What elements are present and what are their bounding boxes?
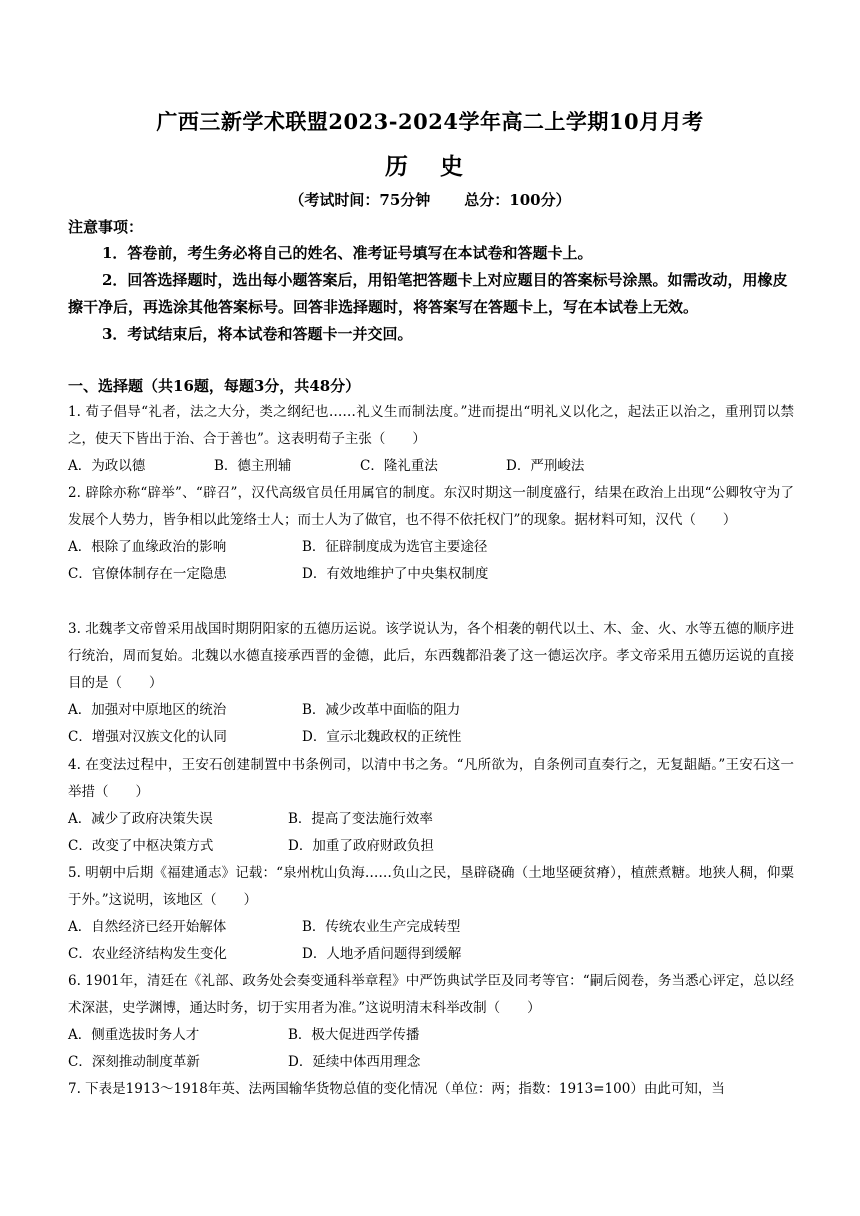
question-stem: 7. 下表是1913～1918年英、法两国输华货物总值的变化情况（单位：两；指数：1913=100）由此可知，当 (68, 1081, 725, 1097)
exam-subject: 历 史 (384, 153, 475, 180)
section-heading: 一、选择题（共16题，每题3分，共48分） (68, 377, 361, 395)
option-d[interactable]: D．宣示北魏政权的正统性 (302, 729, 462, 745)
question-options (68, 724, 794, 751)
question-stem: 6. 1901年，清廷在《礼部、政务处会奏变通科举章程》中严饬典试学臣及同考等官：“嗣后阅卷，务当悉心评定，总以经术深湛，史学渊博，通达时务，切于实用者为准。”这说明清末科举改制（ ） (68, 973, 794, 1016)
option-c[interactable]: C．改变了中枢决策方式 (68, 838, 214, 854)
option-a[interactable]: A．减少了政府决策失误 (68, 811, 213, 827)
question-5 (68, 860, 794, 968)
question-stem: 3. 北魏孝文帝曾采用战国时期阴阳家的五德历运说。该学说认为，各个相袭的朝代以土、木、金、火、水等五德的顺序进行统治，周而复始。北魏以水德直接承西晋的金德，此后，东西魏都沿袭了这一德运次序。孝文帝采用五德历运说的直接目的是（ ） (68, 621, 794, 691)
notes-heading: 注意事项： (68, 218, 144, 236)
option-b[interactable]: B．征辟制度成为选官主要途径 (302, 539, 488, 555)
option-b[interactable]: B．提高了变法施行效率 (288, 811, 433, 827)
question-6 (68, 968, 794, 1076)
question-stem: 2. 辟除亦称“辟举”、“辟召”，汉代高级官员任用属官的制度。东汉时期这一制度盛行，结果在政治上出现“公卿牧守为了发展个人势力，皆争相以此笼络士人；而士人为了做官，也不得不依托权门”的现象。据材料可知，汉代（ ） (68, 485, 794, 528)
option-a[interactable]: A．为政以德 (68, 458, 146, 474)
option-b[interactable]: B．德主刑辅 (214, 458, 292, 474)
question-2 (68, 480, 794, 588)
question-options (68, 697, 794, 724)
option-c[interactable]: C．深刻推动制度革新 (68, 1054, 200, 1070)
question-4 (68, 752, 794, 860)
question-stem: 4. 在变法过程中，王安石创建制置中书条例司，以清中书之务。“凡所欲为，自条例司直奏行之，无复龃龉。”王安石这一举措（ ） (68, 757, 794, 800)
question-stem: 5. 明朝中后期《福建通志》记载：“泉州枕山负海……负山之民，垦辟硗确（土地坚硬贫瘠），植蔗煮糖。地狭人稠，仰粟于外。”这说明，该地区（ ） (68, 865, 794, 908)
question-options (68, 453, 794, 480)
option-a[interactable]: A．侧重选拔时务人才 (68, 1027, 200, 1043)
option-b[interactable]: B．减少改革中面临的阻力 (302, 702, 461, 718)
exam-title: 广西三新学术联盟2023-2024学年高二上学期10月月考 (156, 109, 704, 134)
option-b[interactable]: B．传统农业生产完成转型 (302, 919, 461, 935)
question-options (68, 833, 794, 860)
question-stem: 1. 荀子倡导“礼者，法之大分，类之纲纪也……礼义生而制法度。”进而提出“明礼义以化之，起法正以治之，重刑罚以禁之，使天下皆出于治、合于善也”。这表明荀子主张（ ） (68, 404, 794, 447)
question-1 (68, 399, 794, 480)
question-options (68, 534, 794, 561)
exam-info (0, 189, 860, 210)
question-options (68, 1049, 794, 1076)
question-options (68, 941, 794, 968)
exam-time: （考试时间：75分钟 (289, 191, 431, 209)
option-c[interactable]: C．官僚体制存在一定隐患 (68, 566, 227, 582)
option-a[interactable]: A．加强对中原地区的统治 (68, 702, 227, 718)
question-3 (68, 616, 794, 751)
option-b[interactable]: B．极大促进西学传播 (288, 1027, 420, 1043)
question-options (68, 1022, 794, 1049)
question-options (68, 914, 794, 941)
note-item: 2．回答选择题时，选出每小题答案后，用铅笔把答题卡上对应题目的答案标号涂黑。如需改动，用橡皮擦干净后，再选涂其他答案标号。回答非选择题时，将答案写在答题卡上，写在本试卷上无效。 (68, 271, 788, 316)
option-d[interactable]: D．有效地维护了中央集权制度 (302, 566, 489, 582)
option-d[interactable]: D．严刑峻法 (506, 458, 585, 474)
option-c[interactable]: C．增强对汉族文化的认同 (68, 729, 227, 745)
option-d[interactable]: D．加重了政府财政负担 (288, 838, 434, 854)
option-d[interactable]: D．延续中体西用理念 (288, 1054, 421, 1070)
option-c[interactable]: C．农业经济结构发生变化 (68, 946, 227, 962)
notes-list (68, 240, 794, 348)
option-d[interactable]: D．人地矛盾问题得到缓解 (302, 946, 462, 962)
option-c[interactable]: C．隆礼重法 (360, 458, 438, 474)
question-options (68, 806, 794, 833)
option-a[interactable]: A．根除了血缘政治的影响 (68, 539, 227, 555)
option-a[interactable]: A．自然经济已经开始解体 (68, 919, 227, 935)
note-item: 1．答卷前，考生务必将自己的姓名、准考证号填写在本试卷和答题卡上。 (102, 244, 593, 262)
note-item: 3．考试结束后，将本试卷和答题卡一并交回。 (102, 325, 413, 343)
question-7 (68, 1076, 794, 1103)
exam-total-score: 总分：100分） (464, 191, 571, 209)
question-options (68, 561, 794, 588)
